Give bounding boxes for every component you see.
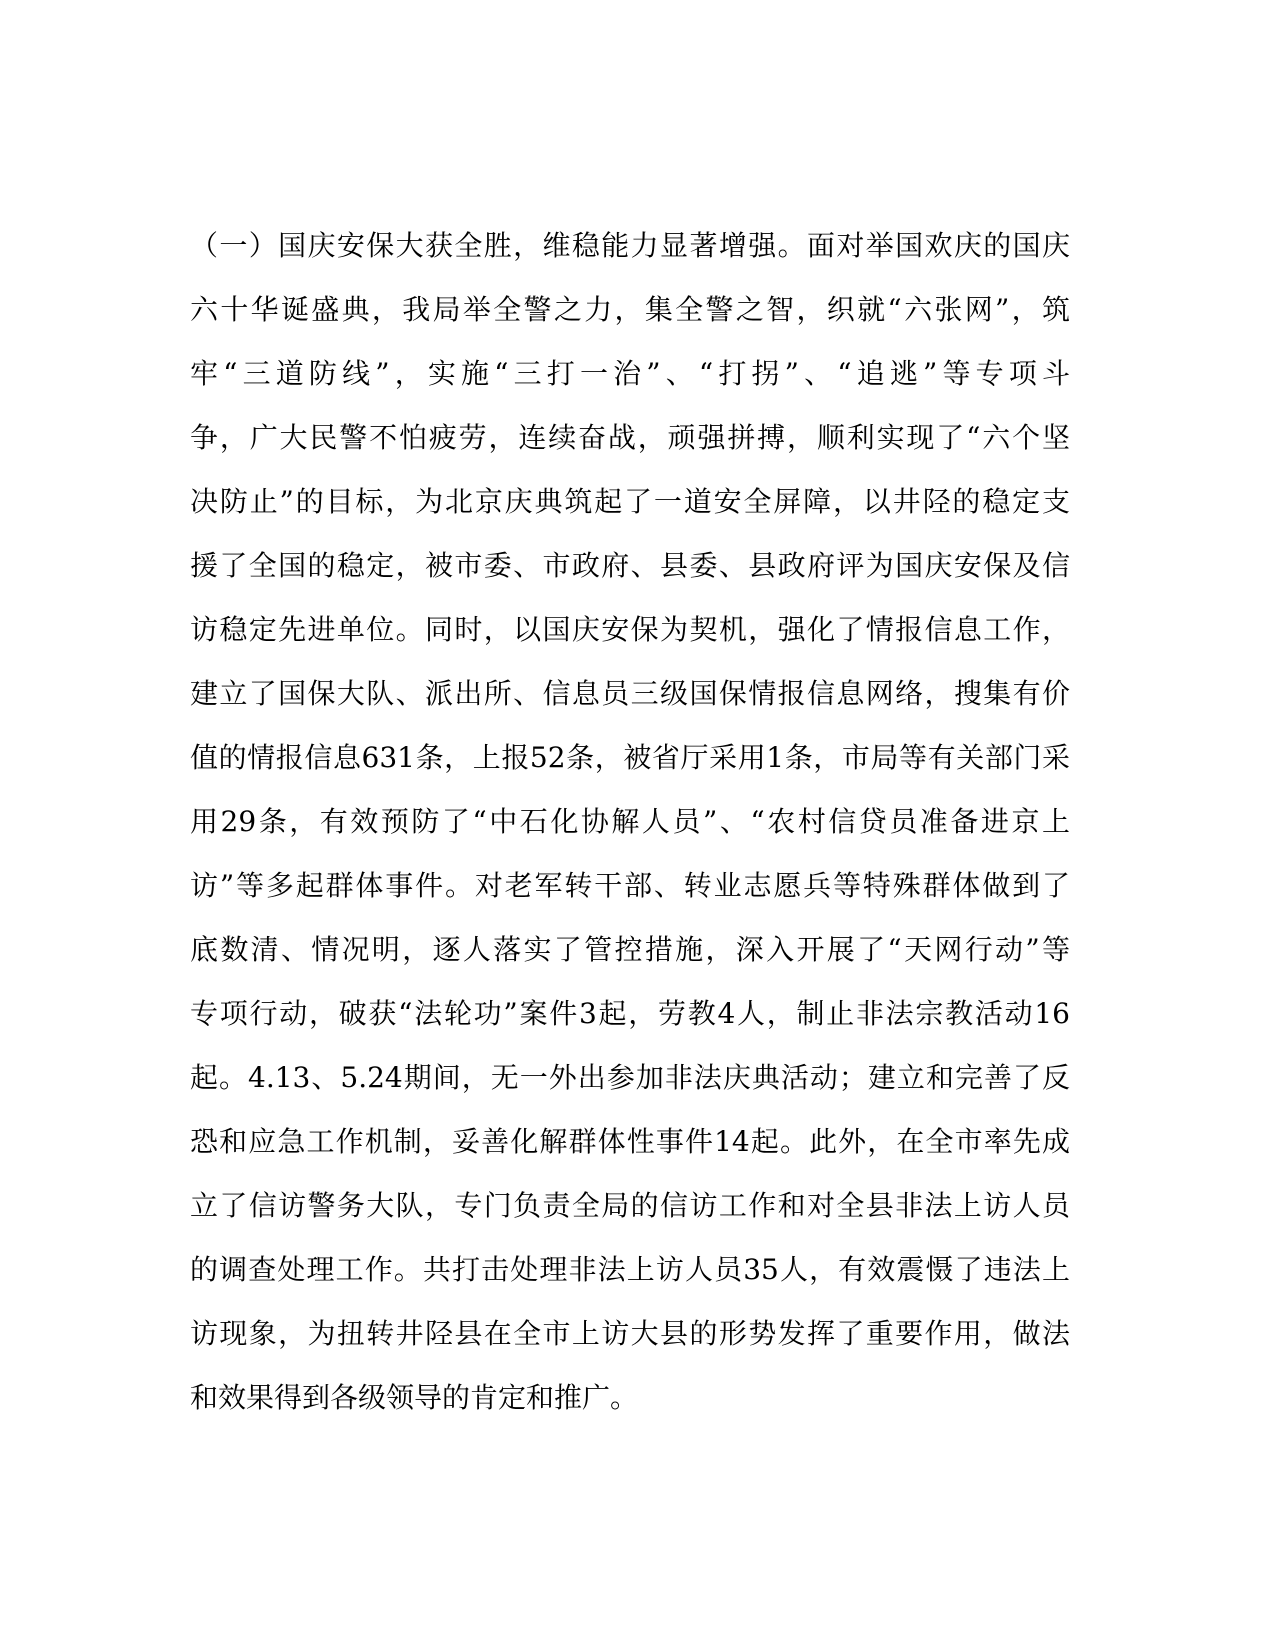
paragraph-line: 建立了国保大队、派出所、信息员三级国保情报信息网络，搜集有价 bbox=[190, 677, 1070, 710]
paragraph-line: 和效果得到各级领导的肯定和推广。 bbox=[190, 1381, 639, 1414]
paragraph-line: 的调查处理工作。共打击处理非法上访人员35人，有效震慑了违法上 bbox=[190, 1253, 1070, 1286]
paragraph-line: 值的情报信息631条，上报52条，被省厅采用1条，市局等有关部门采 bbox=[190, 741, 1070, 774]
paragraph-line: 援了全国的稳定，被市委、市政府、县委、县政府评为国庆安保及信 bbox=[190, 549, 1070, 582]
paragraph-line: 决防止”的目标，为北京庆典筑起了一道安全屏障，以井陉的稳定支 bbox=[190, 485, 1070, 518]
paragraph-line: （一）国庆安保大获全胜，维稳能力显著增强。面对举国欢庆的国庆 bbox=[190, 229, 1070, 262]
paragraph-line: 六十华诞盛典，我局举全警之力，集全警之智，织就“六张网”，筑 bbox=[190, 293, 1070, 326]
body-paragraph bbox=[190, 228, 1070, 1444]
paragraph-line: 访”等多起群体事件。对老军转干部、转业志愿兵等特殊群体做到了 bbox=[190, 869, 1070, 902]
paragraph-line: 访现象，为扭转井陉县在全市上访大县的形势发挥了重要作用，做法 bbox=[190, 1317, 1070, 1350]
paragraph-line: 争，广大民警不怕疲劳，连续奋战，顽强拼搏，顺利实现了“六个坚 bbox=[190, 421, 1070, 454]
paragraph-line: 起。4.13、5.24期间，无一外出参加非法庆典活动；建立和完善了反 bbox=[190, 1061, 1070, 1094]
paragraph-line: 专项行动，破获“法轮功”案件3起，劳教4人，制止非法宗教活动16 bbox=[190, 997, 1070, 1030]
paragraph-line: 底数清、情况明，逐人落实了管控措施，深入开展了“天网行动”等 bbox=[190, 933, 1070, 966]
paragraph-line: 用29条，有效预防了“中石化协解人员”、“农村信贷员准备进京上 bbox=[190, 805, 1070, 838]
paragraph-line: 立了信访警务大队，专门负责全局的信访工作和对全县非法上访人员 bbox=[190, 1189, 1070, 1222]
paragraph-line: 访稳定先进单位。同时，以国庆安保为契机，强化了情报信息工作， bbox=[190, 613, 1070, 646]
paragraph-line: 牢“三道防线”，实施“三打一治”、“打拐”、“追逃”等专项斗 bbox=[190, 357, 1070, 390]
paragraph-line: 恐和应急工作机制，妥善化解群体性事件14起。此外，在全市率先成 bbox=[190, 1125, 1070, 1158]
